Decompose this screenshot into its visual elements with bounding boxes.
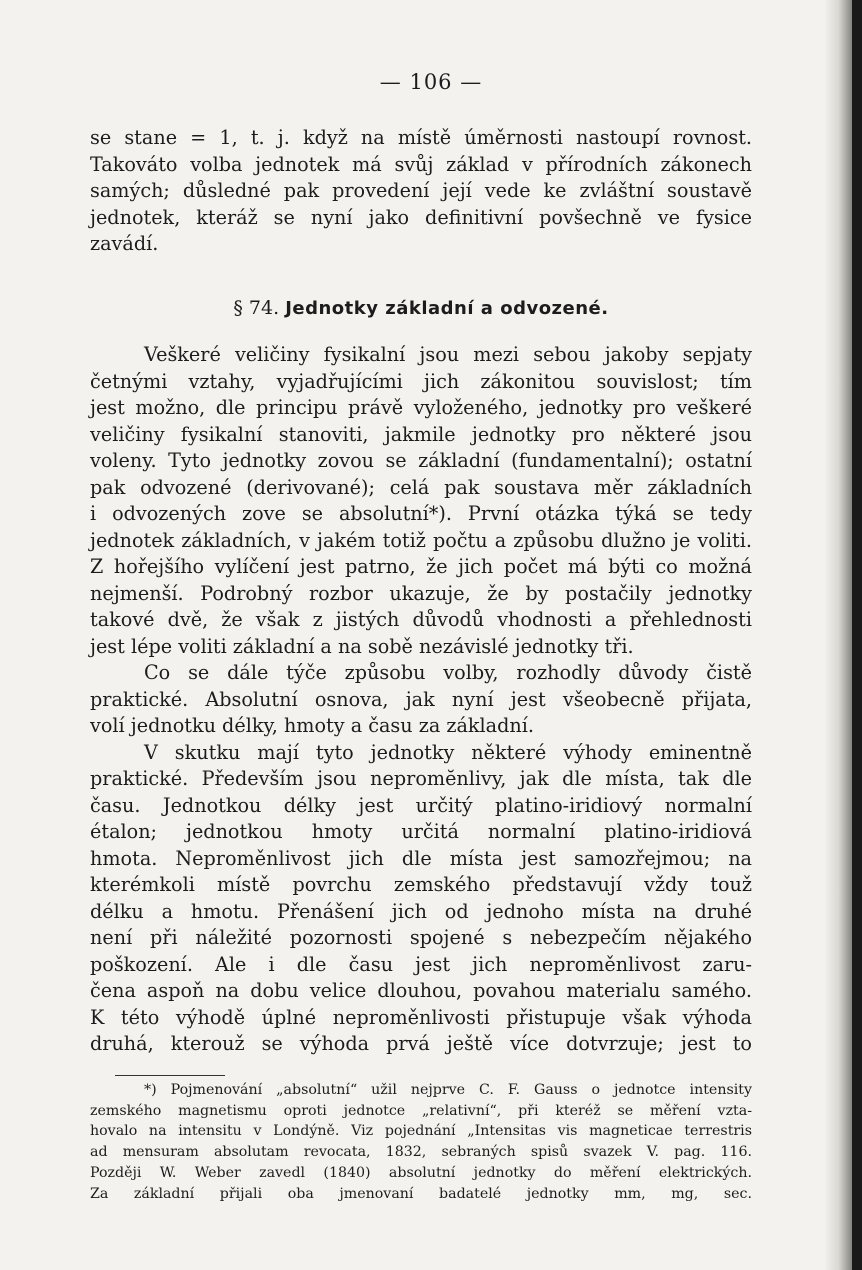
text-line: Z hořejšího vylíčení jest patrno, že jich počet má býti co možná — [90, 555, 752, 578]
text-line: zavádí. — [90, 232, 159, 255]
section-title: Jednotky základní a odvozené. — [285, 298, 609, 319]
text-line: V skutku mají tyto jednotky některé výhody eminentně — [144, 740, 752, 764]
text-line: K této výhodě úplné neproměnlivosti přistupuje však výhoda — [90, 1005, 752, 1029]
text-line: jest lépe voliti základní a na sobě nezávislé jednotky tři. — [90, 634, 634, 658]
section-number: § 74. — [233, 297, 280, 319]
footnote-line: Za základní přijali oba jmenovaní badatelé jednotky mm, mg, sec. — [90, 1185, 752, 1202]
text-line: praktické. Absolutní osnova, jak nyní jest všeobecně přijata, — [90, 687, 752, 711]
text-line: Co se dále týče způsobu volby, rozhodly důvody čistě — [144, 661, 752, 684]
text-line: jednotek základních, v jakém totiž počtu a způsobu dlužno je voliti. — [90, 528, 752, 552]
text-line: času. Jednotkou délky jest určitý platino-iridiový normalní — [90, 793, 752, 817]
text-line: druhá, kterouž se výhoda prvá ještě více dotvrzuje; jest to — [90, 1032, 752, 1055]
section-heading — [90, 297, 752, 319]
text-line: jednotek, kteráž se nyní jako definitivní povšechně ve fysice — [90, 205, 752, 229]
footnote-line: Později W. Weber zavedl (1840) absolutní jednotky do měření elektrických. — [90, 1164, 752, 1181]
text-line: jest možno, dle principu právě vyloženého, jednotky pro veškeré — [90, 396, 752, 419]
text-line: Veškeré veličiny fysikalní jsou mezi sebou jakoby sepjaty — [144, 343, 752, 366]
text-line: hmota. Neproměnlivost jich dle místa jest samozřejmou; na — [90, 846, 752, 870]
text-line: se stane = 1, t. j. když na místě úměrnosti nastoupí rovnost. — [90, 126, 752, 149]
footnote-divider — [115, 1075, 225, 1076]
text-line: veličiny fysikalní stanoviti, jakmile jednotky pro některé jsou — [90, 422, 752, 446]
text-line: pak odvozené (derivované); celá pak soustava měr základních — [90, 475, 752, 499]
text-line: voleny. Tyto jednotky zovou se základní (fundamentalní); ostatní — [90, 449, 752, 472]
text-line: étalon; jednotkou hmoty určitá normalní platino-iridiová — [90, 820, 752, 843]
text-line: kterémkoli místě povrchu zemského představují vždy touž — [90, 873, 752, 896]
footnote-line: *) Pojmenování „absolutní“ užil nejprve C. F. Gauss o jednotce intensity — [144, 1082, 752, 1098]
text-line: Takováto volba jednotek má svůj základ v přírodních zákonech — [90, 152, 752, 176]
text-line: i odvozených zove se absolutní*). První otázka týká se tedy — [90, 502, 752, 525]
text-line: praktické. Především jsou nepromĕnlivy, jak dle místa, tak dle — [90, 767, 752, 790]
text-line: samých; důsledné pak provedení její vede ke zvláštní soustavě — [90, 179, 752, 202]
text-line: nejmenší. Podrobný rozbor ukazuje, že by postačily jednotky — [90, 581, 752, 605]
book-spine-edge — [852, 0, 862, 1270]
text-line: délku a hmotu. Přenášení jich od jednoho místa na druhé — [90, 899, 752, 923]
footnote-line: zemského magnetismu oproti jednotce „relativní“, při kteréž se měření vzta- — [90, 1102, 752, 1119]
footnote — [90, 1080, 752, 1204]
main-body — [90, 342, 752, 1058]
intro-paragraph — [90, 125, 752, 258]
text-line: takové dvě, že však z jistých důvodů vhodnosti a přehlednosti — [90, 608, 752, 631]
page-number: — 106 — — [379, 70, 483, 94]
text-line: není při náležité pozornosti spojené s nebezpečím nějakého — [90, 926, 752, 949]
text-line: čena aspoň na dobu velice dlouhou, povahou materialu samého. — [90, 979, 752, 1002]
footnote-line: ad mensuram absolutam revocata, 1832, sebraných spisů svazek V. pag. 116. — [90, 1144, 752, 1161]
text-line: četnými vztahy, vyjadřujícími jich zákonitou souvislost; tím — [90, 369, 752, 393]
text-line: volí jednotku délky, hmoty a času za základní. — [90, 714, 534, 737]
text-line: poškození. Ale i dle času jest jich neproměnlivost zaru- — [90, 952, 752, 976]
footnote-line: hovalo na intensitu v Londýně. Viz pojednání „Intensitas vis magneticae terrestris — [90, 1123, 752, 1140]
